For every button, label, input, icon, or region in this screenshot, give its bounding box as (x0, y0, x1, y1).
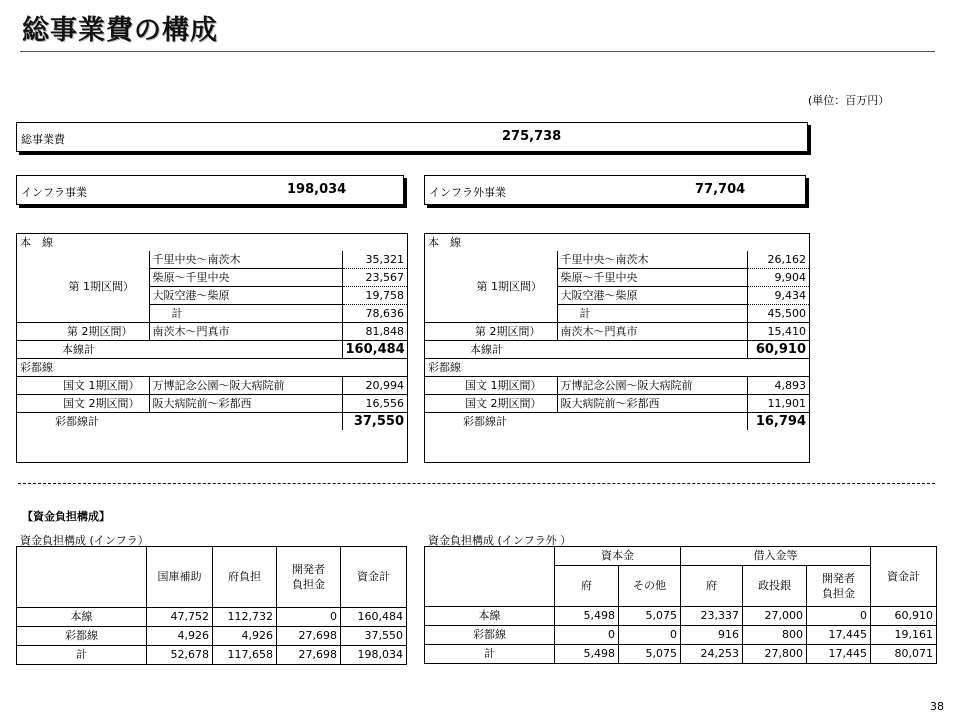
segment-value: 20,994 (342, 377, 407, 395)
phase2-label: 第 2期区間） (17, 323, 149, 341)
page-number: 38 (930, 700, 944, 713)
infra-cost-value: 198,034 (287, 182, 347, 197)
table-cell: 0 (555, 626, 619, 645)
table-cell: 198,034 (341, 646, 407, 665)
title-underline (20, 51, 935, 52)
subtotal-label: 計 (149, 305, 342, 323)
phase1-label: 第 1期区間） (476, 280, 542, 293)
segment-name: 千里中央～南茨木 (557, 251, 747, 269)
total-cost-box (16, 122, 808, 152)
segment-name: 阪大病院前～彩都西 (149, 395, 342, 413)
segment-name: 大阪空港～柴原 (149, 287, 342, 305)
table-cell: 800 (743, 626, 807, 645)
table-cell: 80,071 (871, 645, 937, 664)
table-row (425, 626, 937, 645)
table-cell: 0 (277, 608, 341, 627)
infra-cost-box (16, 175, 404, 205)
col-header: 政投銀 (743, 566, 807, 607)
honsen-total-value: 160,484 (342, 341, 407, 359)
section-divider (18, 483, 935, 484)
table-cell: 23,337 (681, 607, 743, 626)
segment-value: 19,758 (342, 287, 407, 305)
table-cell: 17,445 (807, 626, 871, 645)
segment-value: 26,162 (747, 251, 809, 269)
table-cell: 27,698 (277, 646, 341, 665)
honsen-total-label: 本線計 (17, 341, 342, 359)
segment-name: 大阪空港～柴原 (557, 287, 747, 305)
table-cell: 160,484 (341, 608, 407, 627)
table-cell: 0 (807, 607, 871, 626)
segment-value: 11,901 (747, 395, 809, 413)
group-header-capital: 資本金 (555, 547, 681, 566)
segment-name: 南茨木～門真市 (149, 323, 342, 341)
funding-infra-table (16, 546, 407, 665)
noninfra-cost-value: 77,704 (695, 182, 746, 197)
col-header: 資金計 (871, 547, 937, 607)
col-header: 府 (555, 566, 619, 607)
segment-value: 15,410 (747, 323, 809, 341)
table-cell: 916 (681, 626, 743, 645)
segment-value: 23,567 (342, 269, 407, 287)
kokubun2-label: 国文 2期区間） (425, 395, 557, 413)
col-header: 府 (681, 566, 743, 607)
segment-name: 万博記念公園～阪大病院前 (149, 377, 342, 395)
kokubun1-label: 国文 1期区間） (425, 377, 557, 395)
honsen-total-value: 60,910 (747, 341, 809, 359)
saito-total-label: 彩都線計 (425, 413, 747, 431)
group-header-loans: 借入金等 (681, 547, 871, 566)
col-header: 府負担 (213, 547, 277, 608)
table-cell: 24,253 (681, 645, 743, 664)
table-cell: 52,678 (147, 646, 213, 665)
table-cell: 5,075 (619, 645, 681, 664)
col-header: 資金計 (341, 547, 407, 608)
table-cell: 117,658 (213, 646, 277, 665)
col-header: その他 (619, 566, 681, 607)
phase2-label: 第 2期区間） (425, 323, 557, 341)
saito-total-value: 37,550 (342, 413, 407, 431)
segment-name: 柴原～千里中央 (149, 269, 342, 287)
table-cell: 4,926 (147, 627, 213, 646)
table-cell: 27,800 (743, 645, 807, 664)
total-cost-label: 総事業費 (21, 133, 65, 146)
row-label: 本線 (425, 607, 555, 626)
phase1-label: 第 1期区間） (68, 280, 134, 293)
table-cell: 4,926 (213, 627, 277, 646)
row-label: 計 (17, 646, 147, 665)
funding-section-heading: 【資金負担構成】 (22, 510, 110, 523)
col-header: 国庫補助 (147, 547, 213, 608)
kokubun2-label: 国文 2期区間） (17, 395, 149, 413)
row-label: 本線 (17, 608, 147, 627)
table-cell: 37,550 (341, 627, 407, 646)
infra-breakdown-table (17, 234, 407, 430)
table-cell: 60,910 (871, 607, 937, 626)
page-title: 総事業費の構成 (22, 15, 218, 46)
funding-infra-title: 資金負担構成 (インフラ） (20, 534, 149, 547)
segment-value: 16,556 (342, 395, 407, 413)
table-cell: 112,732 (213, 608, 277, 627)
subtotal-value: 78,636 (342, 305, 407, 323)
saito-total-value: 16,794 (747, 413, 809, 431)
segment-name: 南茨木～門真市 (557, 323, 747, 341)
segment-value: 35,321 (342, 251, 407, 269)
saito-heading: 彩都線 (17, 359, 407, 377)
segment-name: 千里中央～南茨木 (149, 251, 342, 269)
infra-cost-label: インフラ事業 (21, 186, 87, 199)
segment-name: 柴原～千里中央 (557, 269, 747, 287)
table-cell: 27,000 (743, 607, 807, 626)
noninfra-cost-label: インフラ外事業 (429, 186, 506, 199)
row-label: 計 (425, 645, 555, 664)
blank-header-cell (17, 547, 147, 608)
honsen-heading: 本 線 (20, 236, 53, 249)
table-row (425, 645, 937, 664)
saito-total-label: 彩都線計 (17, 413, 342, 431)
table-row (17, 627, 407, 646)
honsen-heading: 本 線 (428, 236, 461, 249)
noninfra-cost-box (424, 175, 806, 205)
col-header: 開発者 負担金 (807, 566, 871, 607)
segment-name: 万博記念公園～阪大病院前 (557, 377, 747, 395)
table-cell: 17,445 (807, 645, 871, 664)
table-row (425, 607, 937, 626)
noninfra-breakdown-table (425, 234, 809, 430)
table-cell: 5,075 (619, 607, 681, 626)
subtotal-label: 計 (557, 305, 747, 323)
table-cell: 0 (619, 626, 681, 645)
segment-name: 阪大病院前～彩都西 (557, 395, 747, 413)
subtotal-value: 45,500 (747, 305, 809, 323)
table-cell: 19,161 (871, 626, 937, 645)
table-row (17, 608, 407, 627)
infra-breakdown-panel (16, 233, 408, 463)
kokubun1-label: 国文 1期区間） (17, 377, 149, 395)
funding-noninfra-table (424, 546, 937, 664)
total-cost-value: 275,738 (502, 129, 562, 144)
table-cell: 47,752 (147, 608, 213, 627)
segment-value: 81,848 (342, 323, 407, 341)
segment-value: 9,904 (747, 269, 809, 287)
table-cell: 5,498 (555, 607, 619, 626)
funding-noninfra-title: 資金負担構成 (インフラ外 ） (428, 534, 572, 547)
segment-value: 4,893 (747, 377, 809, 395)
table-cell: 27,698 (277, 627, 341, 646)
col-header: 開発者 負担金 (277, 547, 341, 608)
row-label: 彩都線 (17, 627, 147, 646)
row-label: 彩都線 (425, 626, 555, 645)
segment-value: 9,434 (747, 287, 809, 305)
table-row (17, 646, 407, 665)
noninfra-breakdown-panel (424, 233, 810, 463)
honsen-total-label: 本線計 (425, 341, 747, 359)
unit-note: (単位：百万円） (808, 94, 890, 107)
saito-heading: 彩都線 (425, 359, 809, 377)
table-cell: 5,498 (555, 645, 619, 664)
blank-header-cell (425, 547, 555, 607)
